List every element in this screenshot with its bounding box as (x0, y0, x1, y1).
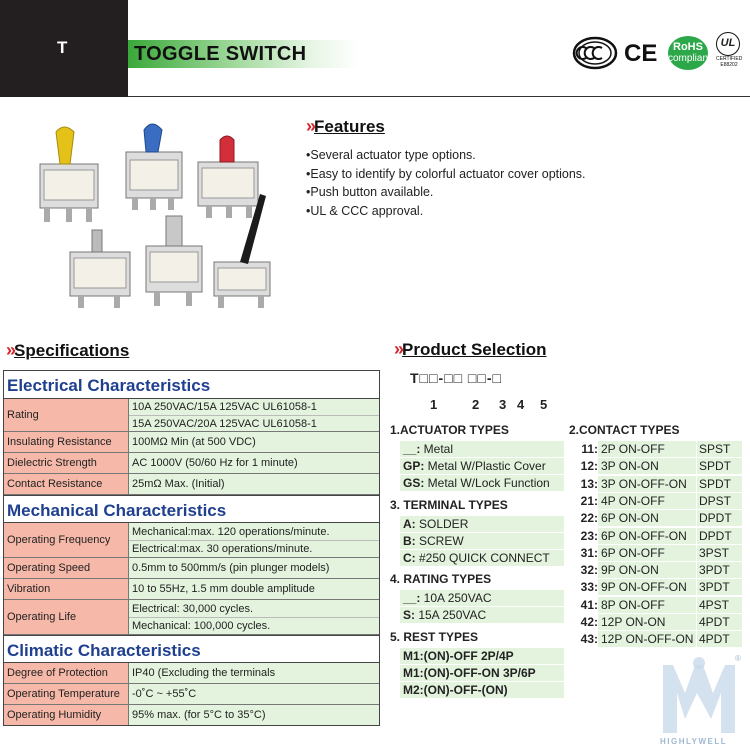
contact-pole: SPST (696, 441, 742, 457)
table-row: Operating Life Electrical: 30,000 cycles. Mechanical: 100,000 cycles. (4, 600, 379, 635)
table-row: Operating Frequency Mechanical:max. 120 operations/minute. Electrical:max. 30 operations/minute. (4, 523, 379, 558)
contact-code: 43: (580, 632, 598, 647)
contact-type-row (576, 545, 742, 561)
switch-yellow-cover (40, 127, 98, 222)
feature-item: • Several actuator type options. (306, 146, 586, 165)
table-row: Degree of Protection IP40 (Excluding the terminals (4, 663, 379, 684)
page-title: TOGGLE SWITCH (134, 43, 307, 65)
list-item: M2:(ON)-OFF-(ON) (400, 682, 564, 698)
contact-code: 31: (580, 545, 598, 560)
rest-types-title: 5. REST TYPES (390, 630, 479, 644)
contact-pole: 4PDT (696, 631, 742, 647)
terminal-types-title: 3. TERMINAL TYPES (390, 498, 508, 512)
contact-type-row (576, 510, 742, 526)
feature-item: • Push button available. (306, 183, 586, 202)
specifications-heading: »Specifications (6, 340, 130, 360)
list-item: A: SOLDER (400, 516, 564, 532)
features-list (306, 146, 586, 220)
list-item: M1:(ON)-OFF-ON 3P/6P (400, 665, 564, 681)
contact-type-row (576, 528, 742, 544)
list-item: GS: Metal W/Lock Function (400, 475, 564, 491)
contact-desc: 3P ON-ON (598, 458, 696, 474)
contact-pole: DPST (696, 493, 742, 509)
ccc-logo-icon (572, 36, 618, 70)
switch-red-cover (198, 136, 258, 218)
contact-pole: 3PDT (696, 562, 742, 578)
table-row: Operating Speed 0.5mm to 500mm/s (pin plunger models) (4, 558, 379, 579)
contact-desc: 9P ON-ON (598, 562, 696, 578)
climatic-title: Climatic Characteristics (4, 635, 379, 663)
ul-mark: UL CERTIFIED E88202 (716, 32, 742, 74)
features-heading: »Features (306, 116, 385, 136)
list-item: C: #250 QUICK CONNECT (400, 550, 564, 566)
contact-pole: 3PST (696, 545, 742, 561)
switch-black-lever (214, 194, 270, 308)
switch-push-button (146, 216, 202, 306)
actuator-types-title: 1.ACTUATOR TYPES (390, 423, 509, 437)
switch-metal-lever (70, 230, 130, 308)
contact-pole: 4PDT (696, 614, 742, 630)
contact-type-row (576, 493, 742, 509)
contact-desc: 12P ON-ON (598, 614, 696, 630)
table-row: Dielectric Strength AC 1000V (50/60 Hz for 1 minute) (4, 453, 379, 474)
spec-table (3, 370, 380, 726)
list-item: M1:(ON)-OFF 2P/4P (400, 648, 564, 664)
chevron-right-icon: » (394, 339, 402, 359)
chevron-right-icon: » (306, 116, 314, 136)
switch-blue-cover (126, 124, 182, 210)
contact-type-row (576, 476, 742, 492)
contact-types-title: 2.CONTACT TYPES (569, 423, 680, 437)
contact-desc: 6P ON-OFF (598, 545, 696, 561)
contact-type-row (576, 597, 742, 613)
contact-desc: 6P ON-ON (598, 510, 696, 526)
list-item: S: 15A 250VAC (400, 607, 564, 623)
contact-code: 13: (580, 476, 598, 491)
highlywell-logo-icon (655, 653, 745, 747)
table-row: Contact Resistance 25mΩ Max. (Initial) (4, 474, 379, 495)
product-selection-heading: »Product Selection (394, 339, 547, 359)
contact-code: 11: (581, 442, 598, 456)
contact-desc: 2P ON-OFF (598, 441, 696, 457)
brand-name: HIGHLYWELL (660, 737, 728, 746)
contact-code: 22: (580, 511, 598, 526)
contact-code: 41: (580, 597, 598, 612)
ul-logo-icon: UL (716, 32, 740, 56)
contact-pole: SPDT (696, 476, 742, 492)
list-item: GP: Metal W/Plastic Cover (400, 458, 564, 474)
header-divider (128, 96, 750, 97)
contact-type-row (576, 614, 742, 630)
mechanical-title: Mechanical Characteristics (4, 495, 379, 523)
contact-type-row (576, 631, 742, 647)
rohs-badge: RoHS compliant (668, 36, 708, 70)
contact-desc: 9P ON-OFF-ON (598, 579, 696, 595)
series-letter: T (57, 38, 68, 57)
table-row: Operating Humidity 95% max. (for 5°C to 35°C) (4, 705, 379, 725)
table-row: Rating 10A 250VAC/15A 125VAC UL61058-1 15A 250VAC/20A 125VAC UL61058-1 (4, 399, 379, 432)
contact-code: 42: (580, 615, 598, 629)
contact-desc: 8P ON-OFF (598, 597, 696, 613)
contact-desc: 6P ON-OFF-ON (598, 528, 696, 544)
list-item: __: Metal (400, 441, 564, 457)
contact-desc: 3P ON-OFF-ON (598, 476, 696, 492)
contact-code: 32: (580, 563, 598, 578)
contact-pole: 4PST (696, 597, 742, 613)
product-photos (22, 112, 284, 312)
contact-code: 12: (580, 459, 598, 474)
table-row: Vibration 10 to 55Hz, 1.5 mm double amplitude (4, 579, 379, 600)
model-code: T□□-□□ □□-□ (410, 370, 502, 386)
contact-type-row (576, 562, 742, 578)
contact-type-row (576, 441, 742, 457)
electrical-title: Electrical Characteristics (4, 371, 379, 399)
contact-pole: 3PDT (696, 579, 742, 595)
svg-text:®: ® (735, 654, 741, 663)
rating-types-title: 4. RATING TYPES (390, 572, 492, 586)
contact-type-row (576, 579, 742, 595)
contact-type-row (576, 458, 742, 474)
table-row: Insulating Resistance 100MΩ Min (at 500 VDC) (4, 432, 379, 453)
contact-desc: 12P ON-OFF-ON (598, 631, 696, 647)
table-row: Operating Temperature -0˚C ~ +55˚C (4, 684, 379, 705)
contact-pole: DPDT (696, 510, 742, 526)
feature-item: • Easy to identify by colorful actuator cover options. (306, 165, 586, 184)
contact-desc: 4P ON-OFF (598, 493, 696, 509)
contact-code: 23: (580, 528, 598, 543)
ce-mark: CE (624, 40, 658, 67)
feature-item: • UL & CCC approval. (306, 202, 586, 221)
list-item: __: 10A 250VAC (400, 590, 564, 606)
contact-code: 21: (580, 493, 598, 508)
contact-code: 33: (580, 580, 598, 595)
contact-pole: DPDT (696, 528, 742, 544)
contact-pole: SPDT (696, 458, 742, 474)
list-item: B: SCREW (400, 533, 564, 549)
chevron-right-icon: » (6, 340, 14, 360)
